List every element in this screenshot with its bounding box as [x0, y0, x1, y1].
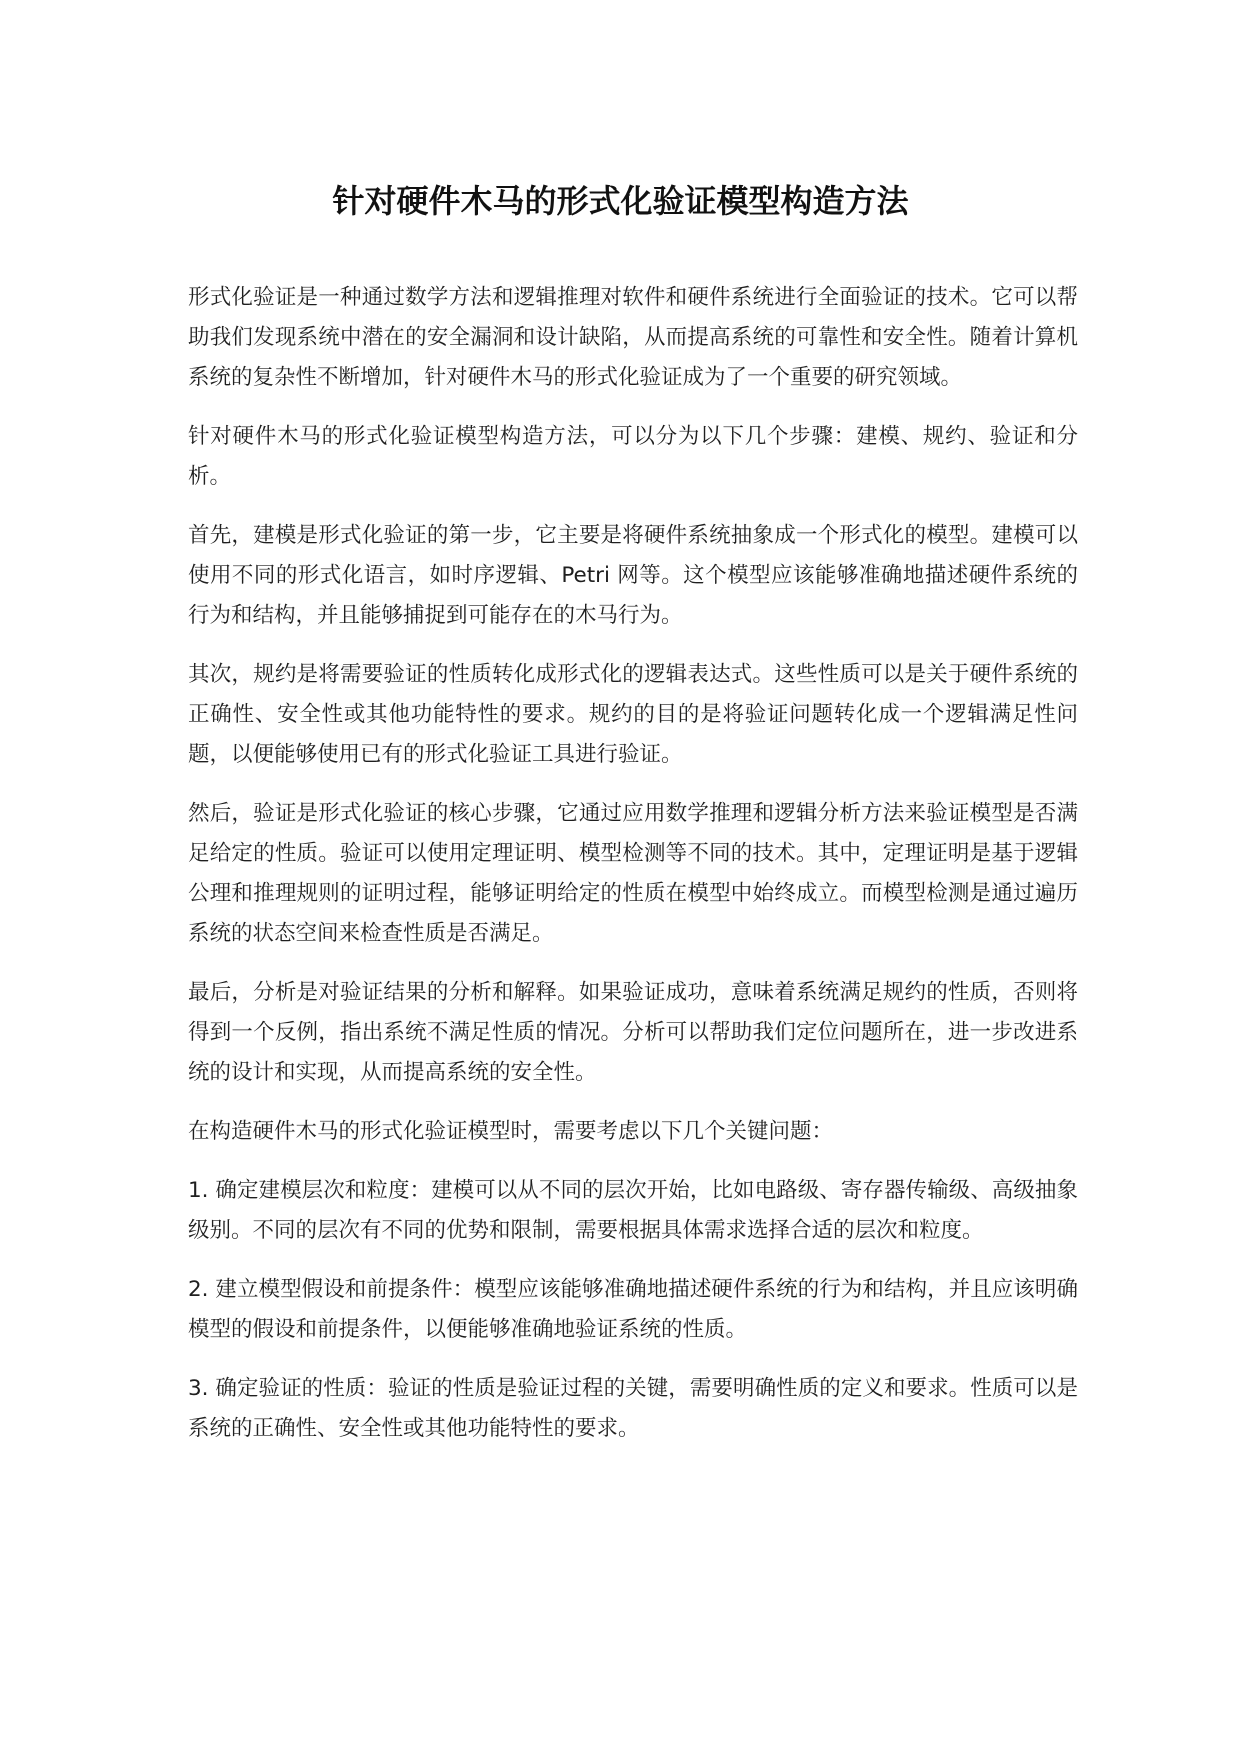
list-item-1: 1. 确定建模层次和粒度：建模可以从不同的层次开始，比如电路级、寄存器传输级、高级抽象级别。不同的层次有不同的优势和限制，需要根据具体需求选择合适的层次和粒度。	[188, 1178, 1078, 1243]
document-body	[188, 278, 1078, 1468]
paragraph-verification: 然后，验证是形式化验证的核心步骤，它通过应用数学推理和逻辑分析方法来验证模型是否满足给定的性质。验证可以使用定理证明、模型检测等不同的技术。其中，定理证明是基于逻辑公理和推理规则的证明过程，能够证明给定的性质在模型中始终成立。而模型检测是通过遍历系统的状态空间来检查性质是否满足。	[188, 801, 1078, 946]
list-item-3: 3. 确定验证的性质：验证的性质是验证过程的关键，需要明确性质的定义和要求。性质可以是系统的正确性、安全性或其他功能特性的要求。	[188, 1376, 1078, 1441]
paragraph-key-issues-intro: 在构造硬件木马的形式化验证模型时，需要考虑以下几个关键问题：	[188, 1119, 834, 1144]
paragraph-specification: 其次，规约是将需要验证的性质转化成形式化的逻辑表达式。这些性质可以是关于硬件系统的正确性、安全性或其他功能特性的要求。规约的目的是将验证问题转化成一个逻辑满足性问题，以便能够使用已有的形式化验证工具进行验证。	[188, 662, 1078, 767]
document-title: 针对硬件木马的形式化验证模型构造方法	[332, 182, 909, 220]
list-item-2: 2. 建立模型假设和前提条件：模型应该能够准确地描述硬件系统的行为和结构，并且应该明确模型的假设和前提条件，以便能够准确地验证系统的性质。	[188, 1277, 1078, 1342]
paragraph-steps-overview: 针对硬件木马的形式化验证模型构造方法，可以分为以下几个步骤：建模、规约、验证和分析。	[188, 424, 1078, 489]
paragraph-analysis: 最后，分析是对验证结果的分析和解释。如果验证成功，意味着系统满足规约的性质，否则将得到一个反例，指出系统不满足性质的情况。分析可以帮助我们定位问题所在，进一步改进系统的设计和实现，从而提高系统的安全性。	[188, 980, 1078, 1085]
paragraph-intro: 形式化验证是一种通过数学方法和逻辑推理对软件和硬件系统进行全面验证的技术。它可以帮助我们发现系统中潜在的安全漏洞和设计缺陷，从而提高系统的可靠性和安全性。随着计算机系统的复杂性不断增加，针对硬件木马的形式化验证成为了一个重要的研究领域。	[188, 285, 1078, 390]
paragraph-modeling: 首先，建模是形式化验证的第一步，它主要是将硬件系统抽象成一个形式化的模型。建模可以使用不同的形式化语言，如时序逻辑、Petri 网等。这个模型应该能够准确地描述硬件系统的行为和结构，并且能够捕捉到可能存在的木马行为。	[188, 523, 1078, 628]
